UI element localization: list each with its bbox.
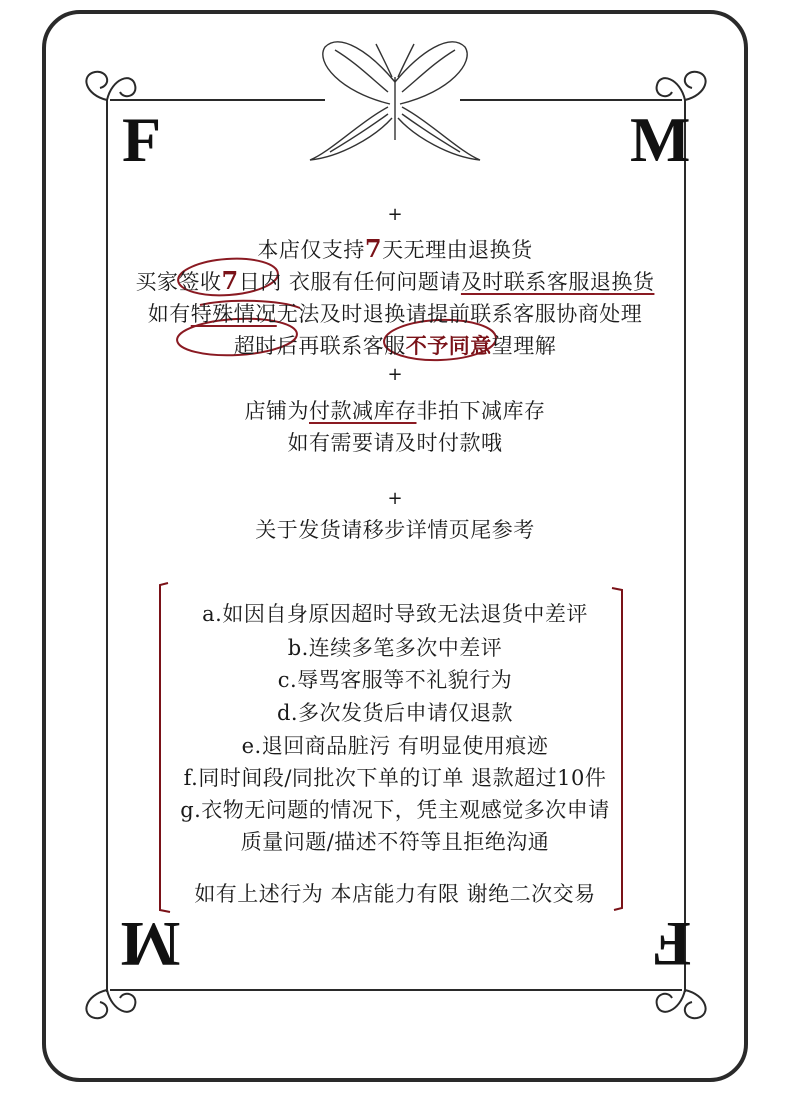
closing-statement: 如有上述行为 本店能力有限 谢绝二次交易 xyxy=(194,882,596,906)
butterfly-icon xyxy=(300,22,490,172)
corner-letter-top-left: F xyxy=(122,104,162,175)
rule-item: a.如因自身原因超时导致无法退货中差评 xyxy=(202,602,588,626)
corner-letter-top-right: M xyxy=(630,104,691,175)
plus-divider: + xyxy=(387,364,403,385)
rule-item: e.退回商品脏污 有明显使用痕迹 xyxy=(241,734,549,758)
plus-divider: + xyxy=(387,204,403,225)
sign-receipt-line: 买家签收7日内 衣服有任何问题请及时联系客服退换货 xyxy=(135,266,655,295)
rule-item: c.辱骂客服等不礼貌行为 xyxy=(277,668,513,692)
rule-item: d.多次发货后申请仅退款 xyxy=(276,701,514,725)
timeout-line: 超时后再联系客服不予同意望理解 xyxy=(233,333,557,358)
rule-item: g.衣物无问题的情况下，凭主观感觉多次申请 xyxy=(180,798,610,822)
pay-reminder-line: 如有需要请及时付款哦 xyxy=(287,431,503,455)
inventory-line: 店铺为付款减库存非拍下减库存 xyxy=(244,399,546,423)
shipping-info-line: 关于发货请移步详情页尾参考 xyxy=(255,518,535,542)
return-policy-line: 本店仅支持7天无理由退换货 xyxy=(257,234,533,263)
special-case-line: 如有特殊情况无法及时退换请提前联系客服协商处理 xyxy=(147,302,643,326)
rule-item: b.连续多笔多次中差评 xyxy=(287,636,503,660)
rule-item: f.同时间段/同批次下单的订单 退款超过10件 xyxy=(183,766,607,790)
corner-letter-bottom-right: F xyxy=(652,909,692,980)
corner-letter-bottom-left: M xyxy=(120,909,181,980)
plus-divider: + xyxy=(387,488,403,509)
rule-item: 质量问题/描述不符等且拒绝沟通 xyxy=(240,830,550,854)
